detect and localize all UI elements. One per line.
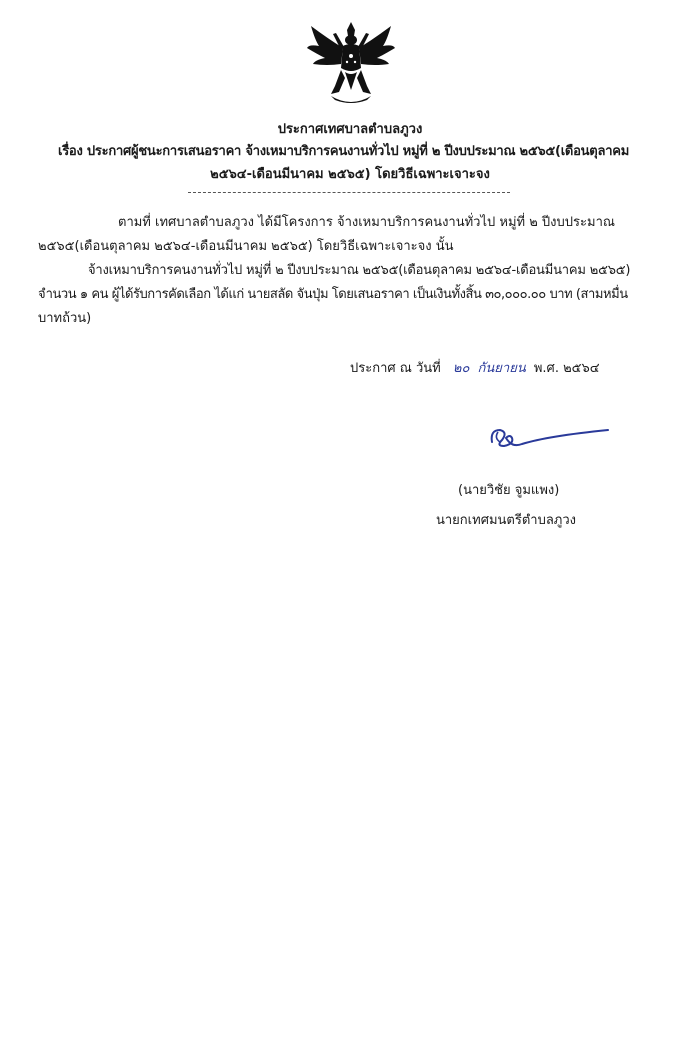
- para2-line1: จ้างเหมาบริการคนงานทั่วไป หมู่ที่ ๒ ปีงบประมาณ ๒๕๖๕(เดือนตุลาคม ๒๕๖๔-เดือนมีนาคม ๒๕๖๕): [88, 263, 631, 278]
- handwritten-signature: [488, 424, 612, 458]
- date-prefix: ประกาศ ณ วันที่: [350, 361, 441, 376]
- divider-line: [188, 192, 510, 193]
- para1-line1: ตามที่ เทศบาลตำบลภูวง ได้มีโครงการ จ้างเหมาบริการคนงานทั่วไป หมู่ที่ ๒ ปีงบประมาณ: [118, 215, 615, 230]
- signatory-position: นายกเทศมนตรีตำบลภูวง: [436, 513, 576, 528]
- date-month: กันยายน: [477, 361, 526, 376]
- date-day: ๒๐: [452, 361, 470, 376]
- para1-line2: ๒๕๖๕(เดือนตุลาคม ๒๕๖๔-เดือนมีนาคม ๒๕๖๕) โดยวิธีเฉพาะเจาะจง นั้น: [38, 239, 454, 254]
- announcer-title: ประกาศเทศบาลตำบลภูวง: [277, 122, 423, 137]
- date-year: พ.ศ. ๒๕๖๔: [533, 361, 600, 376]
- para2-line2: จำนวน ๑ คน ผู้ได้รับการคัดเลือก ได้แก่ นายสลัด จันปุ่ม โดยเสนอราคา เป็นเงินทั้งสิ้น ๓๐,๐๐๐.๐๐ บาท (สามหมื่น: [38, 287, 628, 302]
- date-line: [350, 360, 600, 378]
- garuda-emblem-icon: [301, 16, 401, 108]
- para2-line3: บาทถ้วน): [38, 311, 92, 326]
- subject-line-1: เรื่อง ประกาศผู้ชนะการเสนอราคา จ้างเหมาบริการคนงานทั่วไป หมู่ที่ ๒ ปีงบประมาณ ๒๕๖๕(เดือนตุลาคม: [58, 144, 630, 159]
- subject-line-2: ๒๕๖๔-เดือนมีนาคม ๒๕๖๕) โดยวิธีเฉพาะเจาะจง: [210, 167, 490, 182]
- signatory-name: (นายวิชัย จูมแพง): [458, 483, 560, 498]
